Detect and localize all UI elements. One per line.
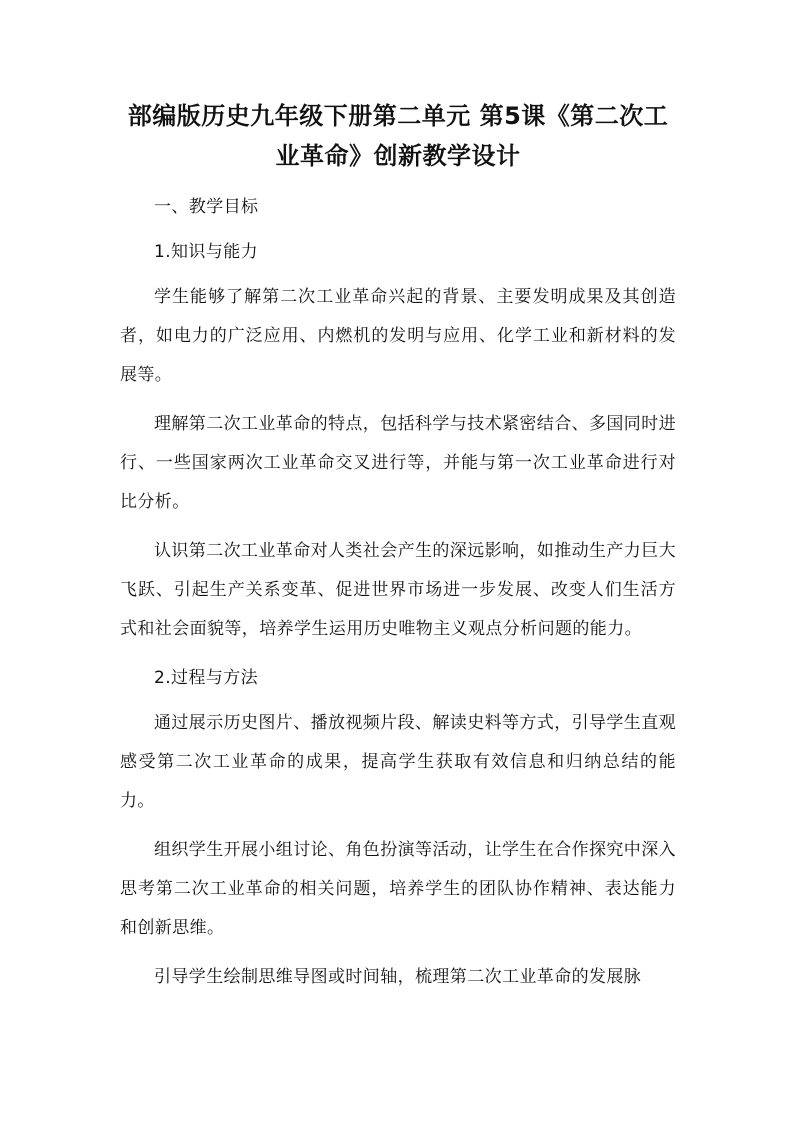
document-body — [120, 188, 676, 997]
paragraph: 引导学生绘制思维导图或时间轴，梳理第二次工业革命的发展脉 — [154, 967, 642, 987]
paragraph: 认识第二次工业革命对人类社会产生的深远影响，如推动生产力巨大飞跃、引起生产关系变革、促进世界市场进一步发展、改变人们生活方式和社会面貌等，培养学生运用历史唯物主义观点分析问题的能力。 — [120, 541, 676, 639]
document-title — [120, 96, 676, 176]
subsection-heading-process-method: 2.过程与方法 — [154, 668, 259, 688]
paragraph: 理解第二次工业革命的特点，包括科学与技术紧密结合、多国同时进行、一些国家两次工业革命交叉进行等，并能与第一次工业革命进行对比分析。 — [120, 414, 676, 512]
document-title-line-2: 业革命》创新教学设计 — [275, 142, 521, 170]
document-title-line-1: 部编版历史九年级下册第二单元 第5课《第二次工 — [127, 102, 669, 130]
subsection-heading-knowledge-ability: 1.知识与能力 — [154, 242, 259, 262]
section-heading-teaching-goals: 一、教学目标 — [154, 197, 259, 217]
paragraph: 组织学生开展小组讨论、角色扮演等活动，让学生在合作探究中深入思考第二次工业革命的相关问题，培养学生的团队协作精神、表达能力和创新思维。 — [120, 840, 676, 938]
paragraph: 通过展示历史图片、播放视频片段、解读史料等方式，引导学生直观感受第二次工业革命的成果，提高学生获取有效信息和归纳总结的能力。 — [120, 713, 676, 811]
paragraph: 学生能够了解第二次工业革命兴起的背景、主要发明成果及其创造者，如电力的广泛应用、内燃机的发明与应用、化学工业和新材料的发展等。 — [120, 287, 676, 385]
